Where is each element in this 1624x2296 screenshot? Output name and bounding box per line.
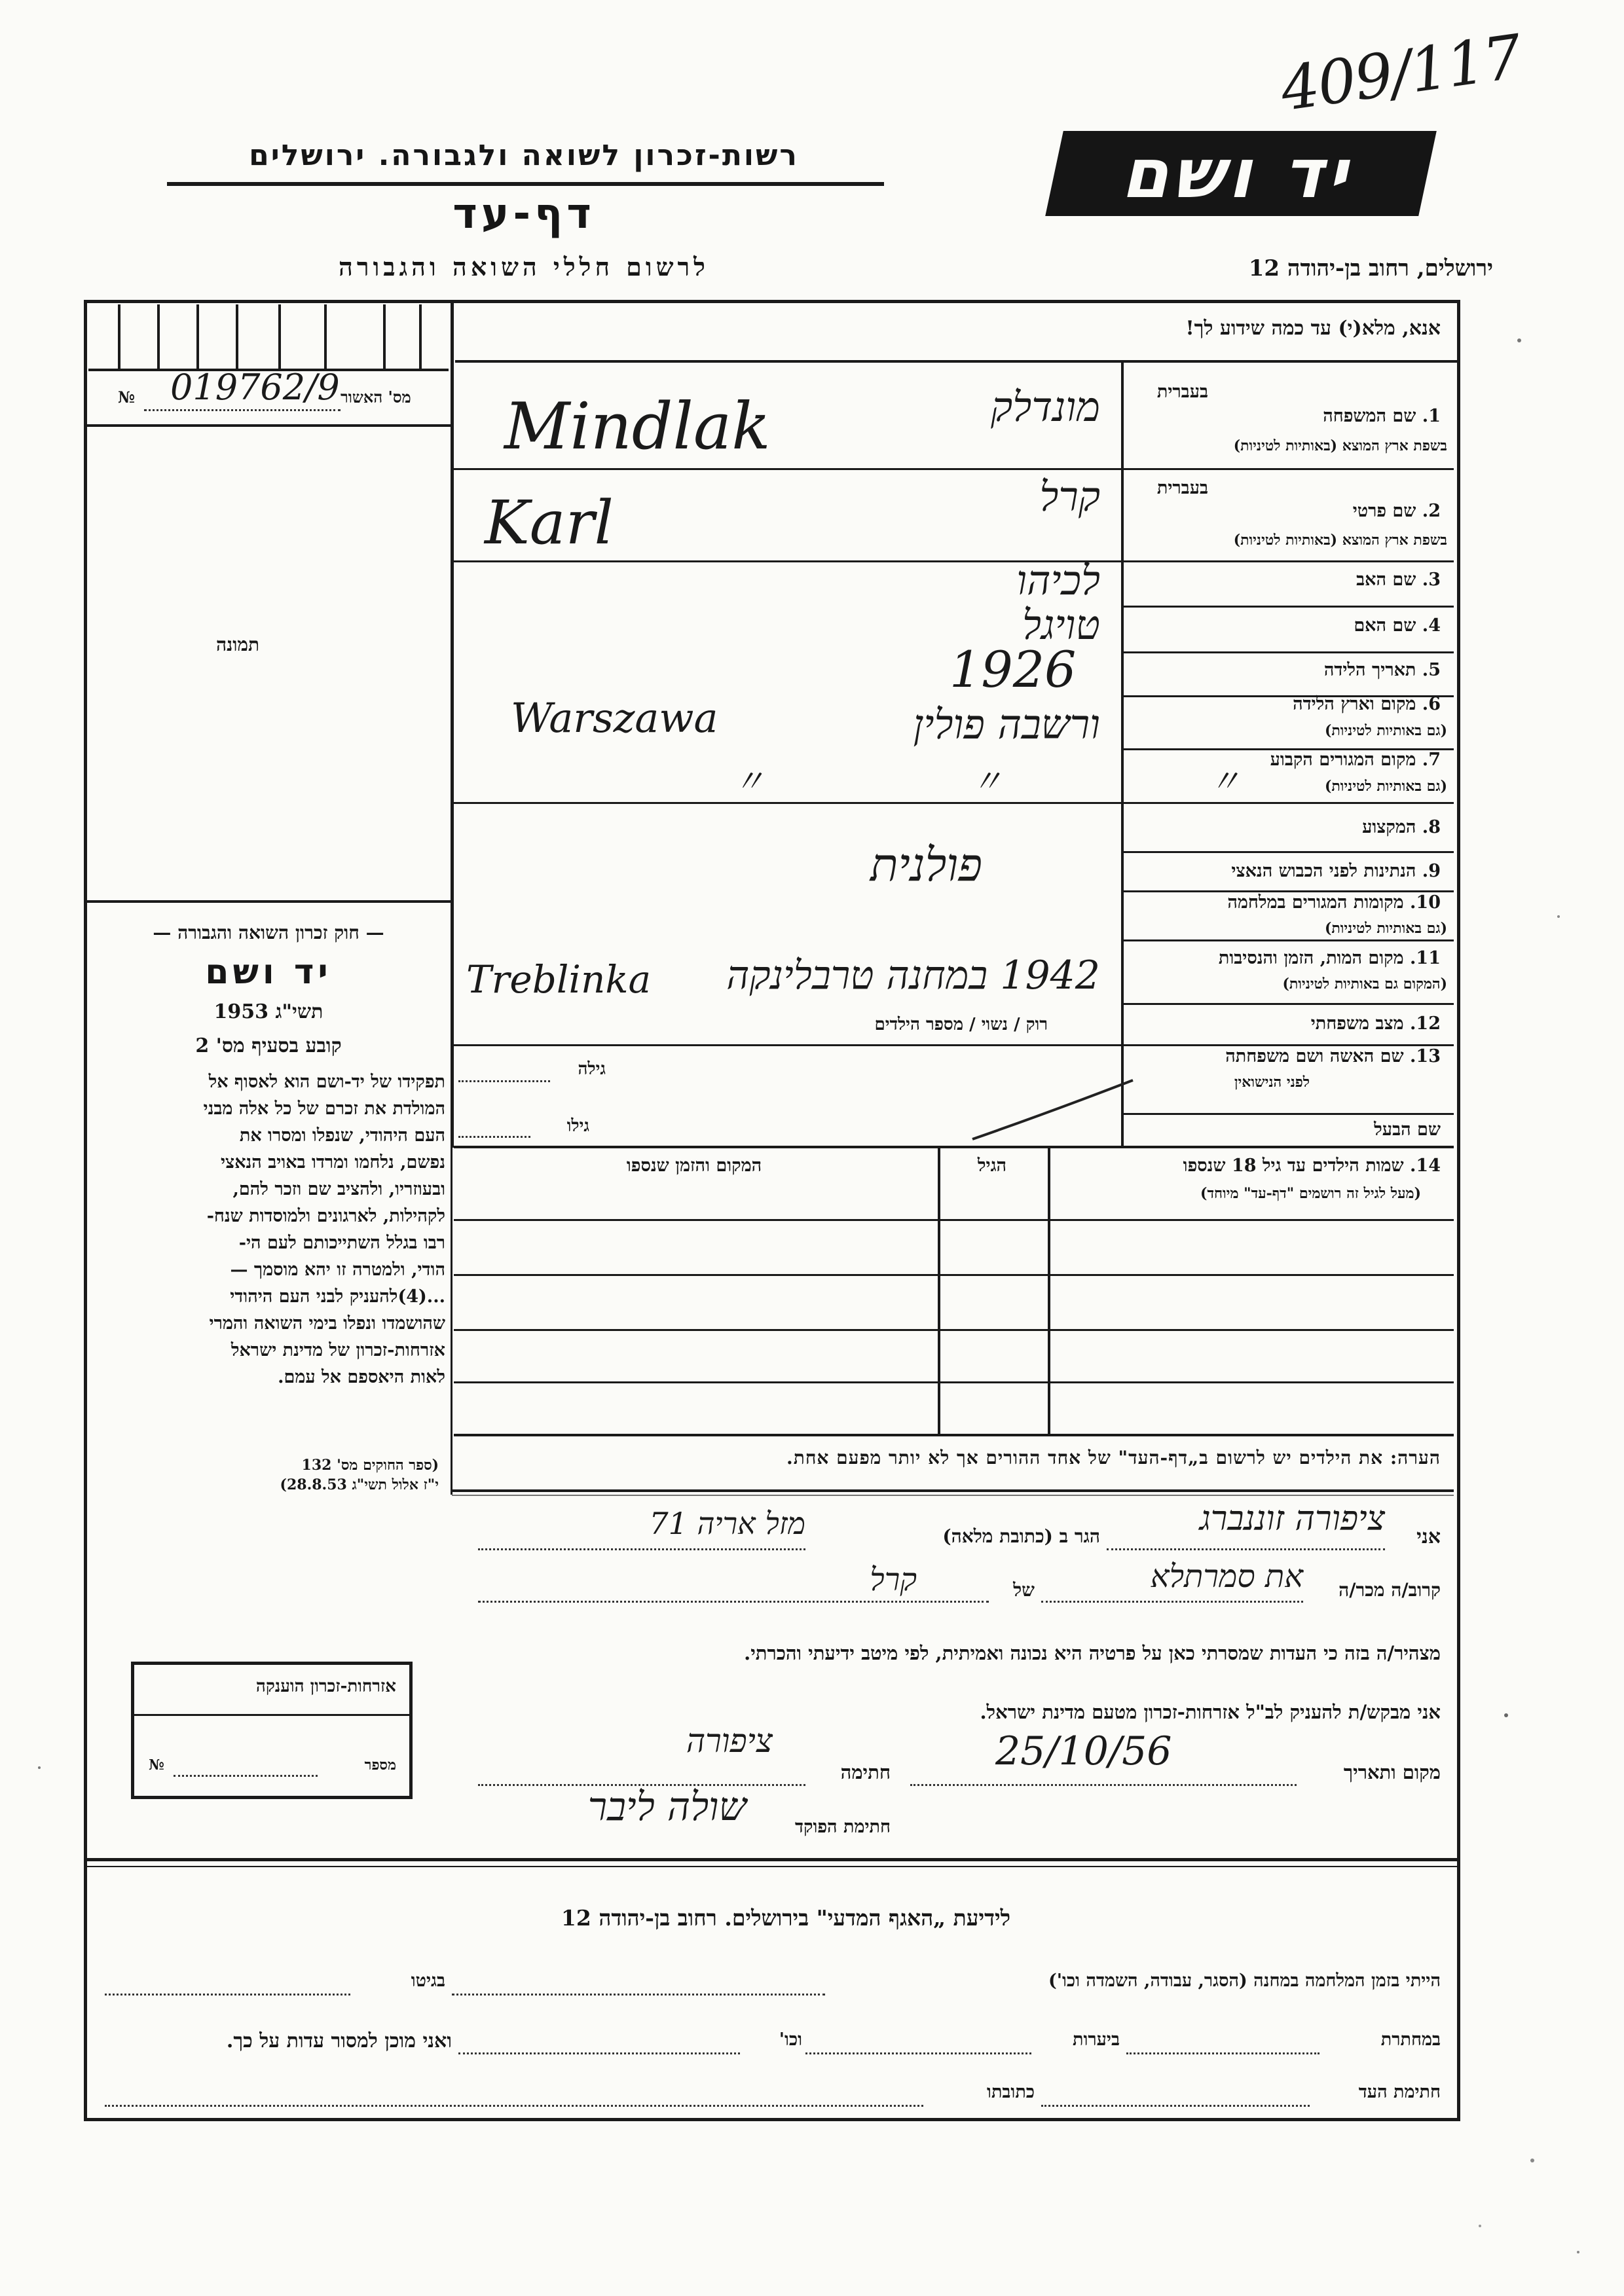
footer-underground-label: במחתרת [1380, 2030, 1441, 2050]
instruction: אנא, מלא(י) עד כמה שידוע לך! [1185, 317, 1441, 340]
children-note: הערה: את הילדים יש לרשום ב„דף-העד" של אחד ההורים אך לא יותר מפעם אחת. [786, 1447, 1441, 1468]
children-place-header: המקום והזמן שנספו [626, 1156, 762, 1176]
official-signature-label: חתימת הפוקד [795, 1817, 891, 1837]
logo-text: יד ושם [1117, 134, 1365, 213]
witness-i-label: אני [1416, 1525, 1441, 1548]
field-11-label: 11. מקום המות, הזמן והנסיבות [1218, 948, 1441, 968]
approval-number-label: מס' האשור [341, 388, 411, 407]
law-line: לקהילות, לארגונים ולמוסדות שנח- [206, 1206, 445, 1226]
of-value: קרל [870, 1561, 917, 1598]
form-subtitle: לרשום חללי השואה והגבורה [339, 252, 709, 282]
footer-camp-label: הייתי בזמן המלחמה במחנה (הסגר, עבודה, השמדה וכו') [1048, 1971, 1441, 1991]
law-source-1: (ספר החוקים מס' 132 [301, 1457, 439, 1474]
witness-name-value: ציפורה זוננברג [1199, 1499, 1385, 1539]
approval-no-sign: № [118, 388, 136, 407]
law-line: תפקידו של יד-ושם הוא לאסוף אל [208, 1072, 445, 1092]
field-8-label: 8. המקצוע [1362, 817, 1441, 837]
field-4-label: 4. שם האם [1354, 615, 1441, 636]
authority-title: רשות-זכרון לשואה ולגבורה. ירושלים [249, 139, 799, 172]
header-address: ירושלים, רחוב בן-יהודה 12 [1248, 255, 1493, 282]
footer-forests-label: ביערות [1072, 2030, 1120, 2050]
law-line: לאות היאספם אל עמם. [278, 1367, 445, 1387]
footer-witness-sign-label: חתימת העד [1358, 2082, 1441, 2102]
family-name-hebrew: מונדלק [991, 383, 1100, 431]
first-name-hebrew: קרל [1039, 473, 1100, 520]
law-line: הודי, ולמטרה זו יהא מוסמך — [230, 1260, 445, 1280]
field-6-sub: (גם באותיות לטיניות) [1324, 722, 1447, 739]
law-line: רבו בגלל השתייכותם לעם הי- [238, 1233, 445, 1253]
children-age-header: הגיל [977, 1156, 1007, 1176]
law-line: שהושמדו ונפלו בימי השואה והמרי [209, 1313, 445, 1334]
law-year: 1953 [213, 1000, 269, 1023]
signature-label: חתימה [840, 1761, 891, 1783]
law-line: העם היהודי, שנפלו ומסרו את [239, 1125, 445, 1146]
field-2-label: 2. שם פרטי [1352, 501, 1441, 521]
field-11-sub: (המקום גם באותיות לטיניות) [1282, 975, 1447, 993]
field-2-sub: בשפת ארץ המוצא (באותיות לטיניות) [1233, 532, 1447, 549]
birth-date-value: 1926 [950, 640, 1077, 699]
citizenship-request: אני מבקש/ת להעניק לב"ל אזרחות-זכרון מטעם מדינת ישראל. [980, 1701, 1441, 1723]
footer-address-label: כתובתו [987, 2082, 1035, 2102]
law-line: נפשם, נלחמו ומרדו באויב הנאצי [220, 1152, 445, 1173]
husband-age-label: גילו [566, 1116, 589, 1136]
mother-name-value: טויגל [1022, 601, 1100, 649]
husband-label: שם הבעל [1374, 1120, 1441, 1140]
death-place-hebrew: 1942 במחנה טרבלינקה [726, 953, 1100, 998]
witness-signature: ציפורה [686, 1722, 773, 1760]
form-title: דף-עד [452, 190, 595, 238]
approval-number-value: 019762/9 [170, 367, 340, 408]
footer-ghetto-label: בגיטו [411, 1971, 445, 1991]
relative-label: קרוב/ה מכר/ה [1338, 1579, 1441, 1601]
father-name-value: לכיהו [1016, 556, 1100, 604]
official-signature: שולה ליבר [587, 1784, 747, 1830]
citizenship-box-number-label: מספר [364, 1757, 396, 1774]
field-1-label: 1. שם המשפחה [1323, 406, 1441, 426]
witness-address-label: הגר ב (כתובת מלאה) [942, 1525, 1100, 1547]
footer-title: לידיעת „האגף המדעי" בירושלים. רחוב בן-יהודה 12 [561, 1905, 1011, 1931]
field-1-sub: בשפת ארץ המוצא (באותיות לטיניות) [1233, 437, 1447, 454]
law-name: יד ושם [205, 953, 332, 992]
field-10-sub: (גם באותיות לטיניות) [1324, 920, 1447, 937]
date-value: 25/10/56 [995, 1728, 1172, 1774]
field-3-label: 3. שם האב [1356, 570, 1441, 590]
field-10-label: 10. מקומות המגורים במלחמה [1227, 892, 1441, 913]
field-9-label: 9. הנתינות לפני הכבוש הנאצי [1231, 861, 1441, 881]
witness-address-value: מזל אריה 71 [649, 1506, 805, 1541]
field-13-label: 13. שם האשה ושם משפחתה [1225, 1046, 1441, 1066]
law-title: — חוק זכרון השואה והגבורה — [153, 922, 384, 943]
law-line: אזרחות-זכרון של מדינת ישראל [231, 1340, 445, 1360]
family-name-latin: Mindlak [504, 390, 771, 464]
law-line: ובעוזריו, ולהציב שם וזכר להם, [232, 1179, 445, 1199]
law-line: המולדת את זכרם של כל אלה מבני [203, 1099, 445, 1119]
witness-declaration: מצהיר/ה בזה כי העדות שמסרתי כאן על פרטיה היא נכונה ואמיתית, לפי מיטב ידיעתי והכרתי. [744, 1642, 1441, 1664]
field-5-label: 5. תאריך הלידה [1323, 660, 1441, 680]
law-source-2: י"ז אלול תשי"ג 28.8.53) [280, 1476, 439, 1493]
place-date-label: מקום ותאריך [1343, 1761, 1441, 1783]
field-7-label: 7. מקום המגורים הקבוע [1270, 750, 1441, 770]
wife-age-label: גילה [578, 1059, 606, 1079]
nationality-value: פולנית [870, 838, 982, 892]
of-label: של [1013, 1579, 1035, 1601]
citizenship-box-no: № [149, 1757, 164, 1774]
law-year-hebrew: תשי"ג [275, 1000, 323, 1023]
archive-number: 409/117 [1276, 21, 1525, 125]
law-line: ...(4)להעניק לבני העם היהודי [230, 1286, 445, 1307]
first-name-latin: Karl [485, 488, 614, 558]
field-14-label: 14. שמות הילדים עד גיל 18 שנספו [1183, 1156, 1441, 1176]
footer-etc-label: וכו' [779, 2030, 802, 2050]
birth-place-latin: Warszawa [511, 694, 718, 742]
photo-label: תמונה [216, 634, 260, 655]
hebrew-tag: בעברית [1156, 382, 1208, 402]
residence-value: 〃 〃 〃 [733, 763, 1339, 800]
field-12-label: 12. מצב משפחתי [1310, 1013, 1441, 1034]
birth-place-hebrew: ורשבה פולין [913, 701, 1100, 748]
field-14-sub: (מעל לגיל זה רושמים "דף-עד" מיוחד) [1200, 1185, 1421, 1202]
field-6-label: 6. מקום וארץ הלידה [1293, 694, 1441, 714]
marital-options: רוק / נשוי / מספר הילדים [874, 1015, 1048, 1034]
field-13-sub: לפני הנישואין [1234, 1074, 1310, 1091]
citizenship-box-title: אזרחות-זכרון הוענקה [255, 1677, 396, 1696]
field-7-sub: (גם באותיות לטיניות) [1324, 778, 1447, 795]
death-place-latin: Treblinka [466, 957, 652, 1002]
hebrew-tag: בעברית [1156, 478, 1208, 498]
law-clause: קובע בסעיף מס' 2 [195, 1034, 342, 1057]
relative-value: את סמרתלא [1150, 1558, 1303, 1595]
footer-testimony-label: ואני מוכן למסור עדות על כך. [226, 2030, 452, 2052]
